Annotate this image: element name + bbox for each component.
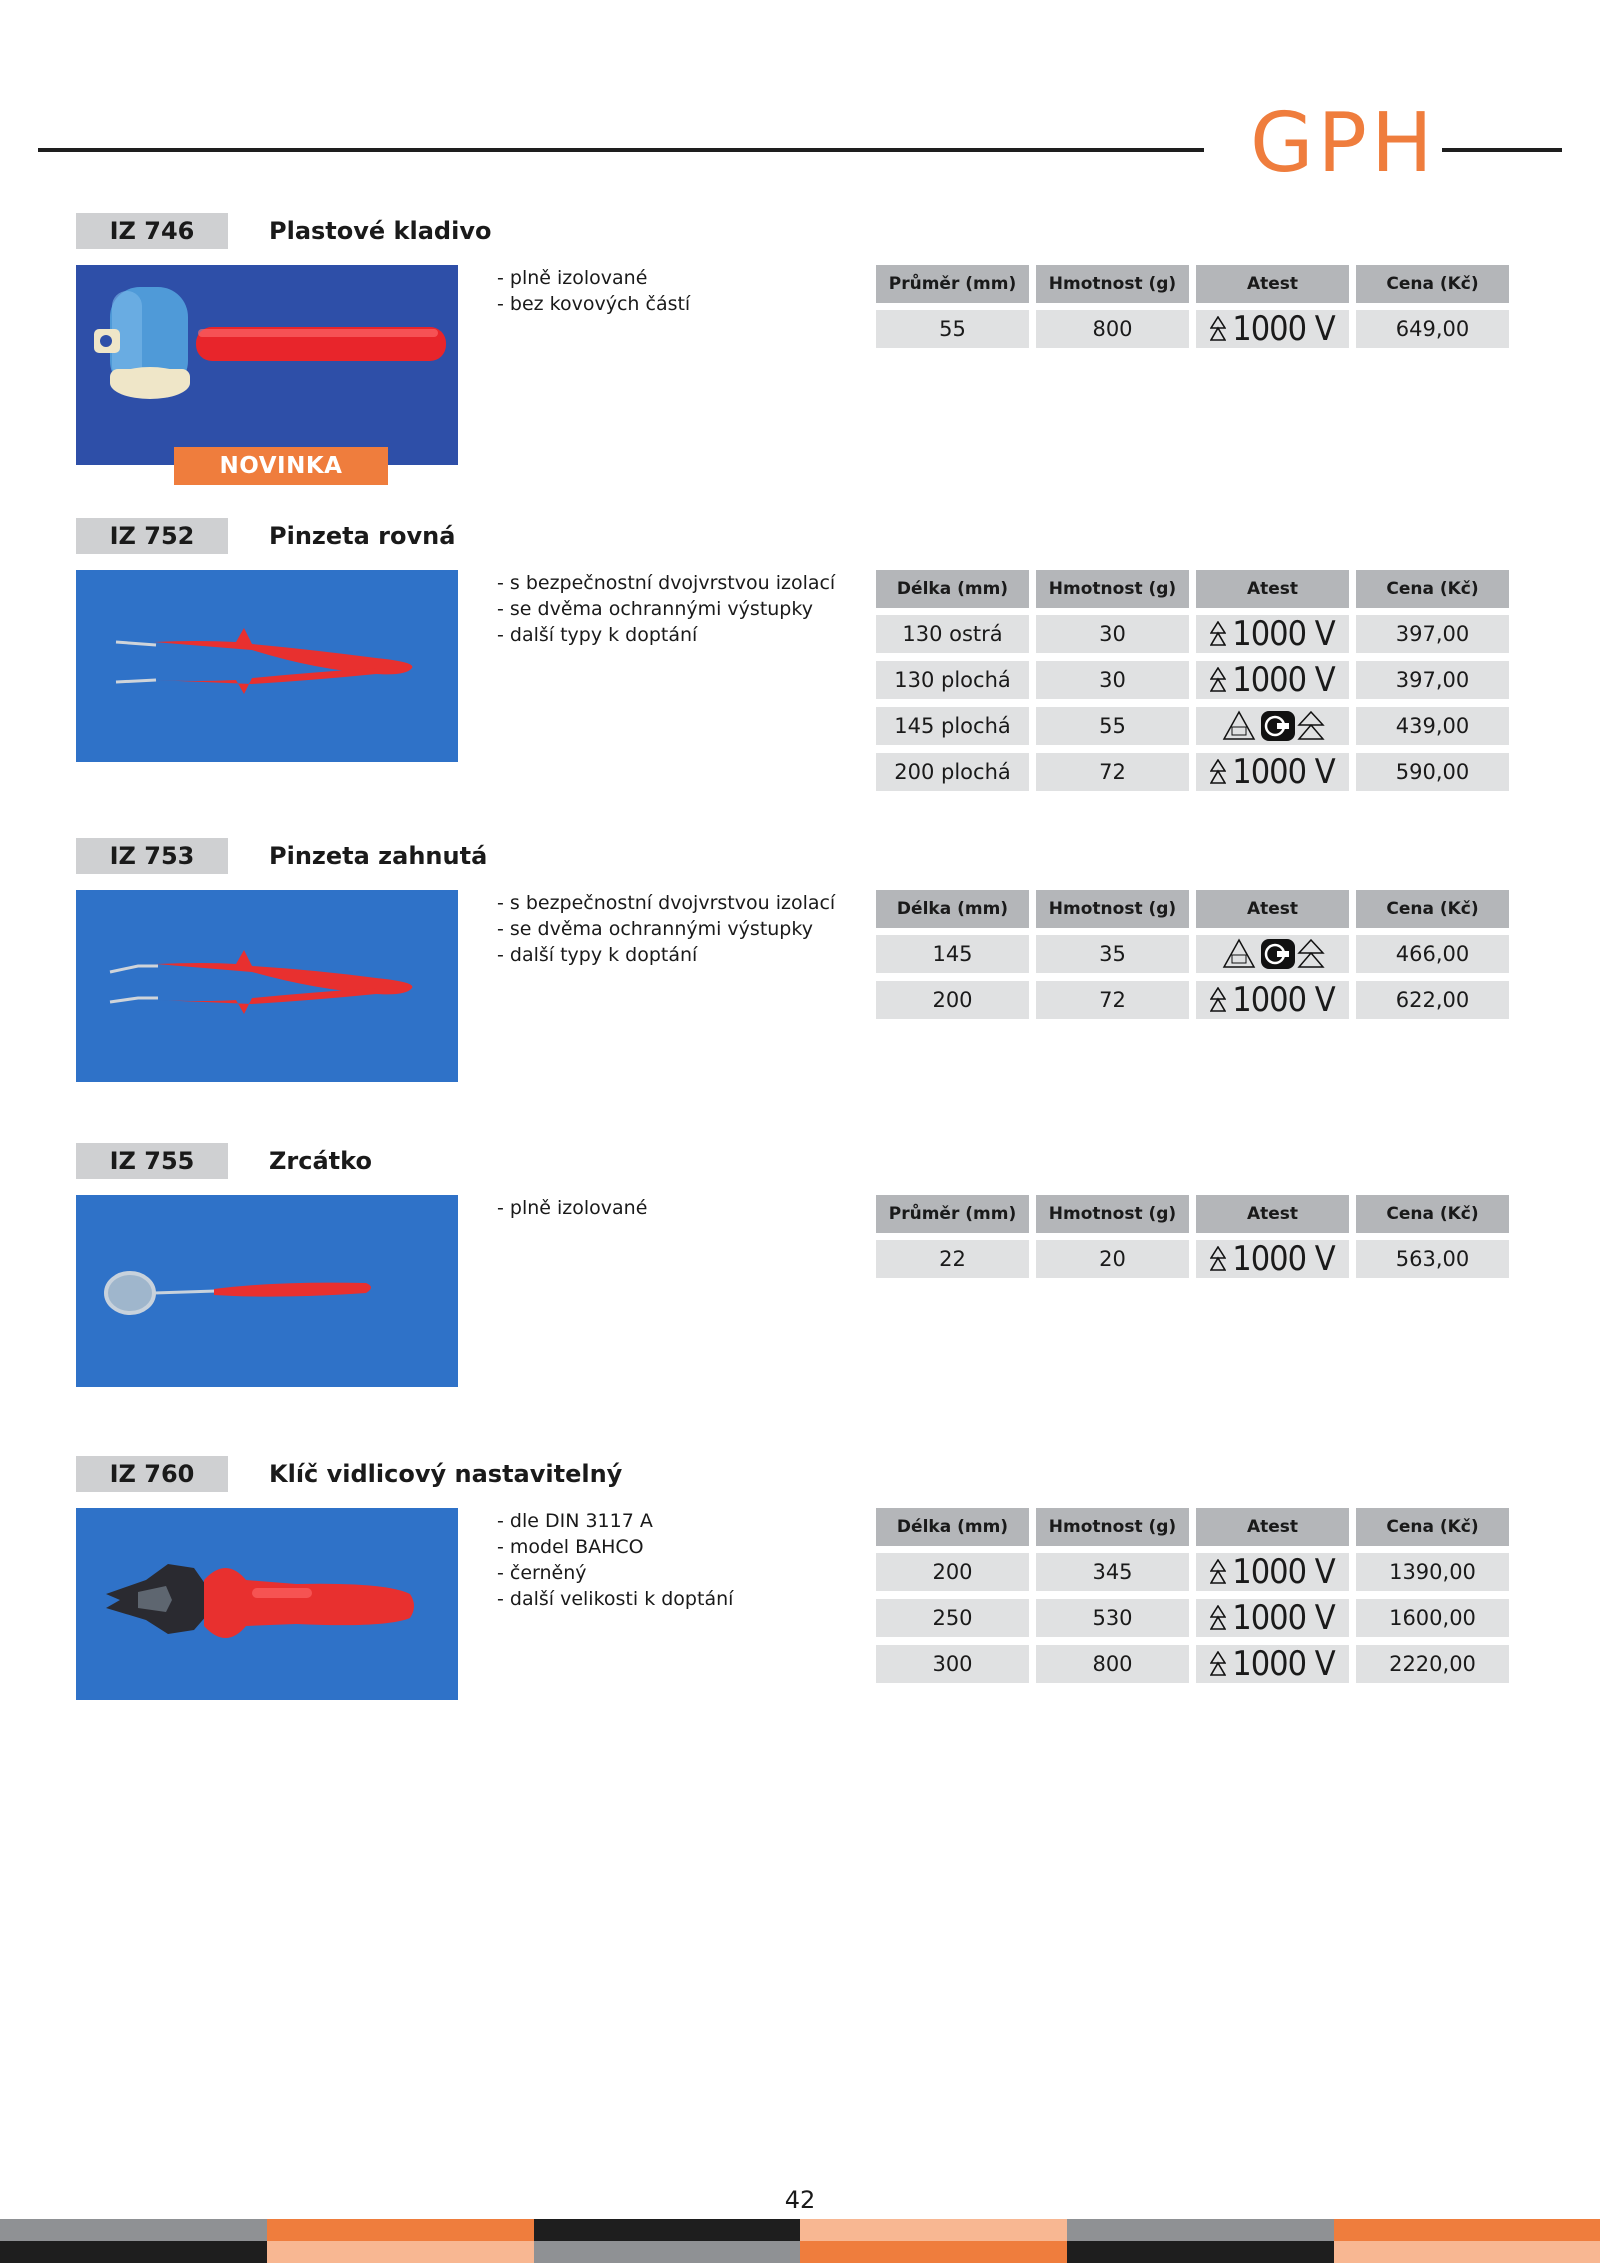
cell-price: 2220,00 xyxy=(1356,1645,1509,1683)
cell-atest xyxy=(1196,1645,1349,1683)
footer-stripe xyxy=(534,2219,800,2241)
header-atest: Atest xyxy=(1196,890,1349,928)
header-rule-right xyxy=(1442,148,1562,152)
header-atest: Atest xyxy=(1196,1508,1349,1546)
feature-list xyxy=(497,265,857,317)
header-price: Cena (Kč) xyxy=(1356,1508,1509,1546)
cell-atest-certifications xyxy=(1196,707,1349,745)
product-title: Klíč vidlicový nastavitelný xyxy=(269,1460,623,1488)
double-triangle-icon xyxy=(1210,667,1226,693)
product-title: Pinzeta rovná xyxy=(269,522,456,550)
spec-table xyxy=(876,1508,1510,1691)
header-price: Cena (Kč) xyxy=(1356,570,1509,608)
cell-size: 130 plochá xyxy=(876,661,1029,699)
atest-voltage: 1000 V xyxy=(1232,1599,1335,1637)
spec-table xyxy=(876,1195,1510,1286)
feature-item: - se dvěma ochrannými výstupky xyxy=(497,918,813,940)
header-price: Cena (Kč) xyxy=(1356,1195,1509,1233)
brand-logo: GPH xyxy=(1250,96,1437,191)
cell-weight: 800 xyxy=(1036,310,1189,348)
cell-price: 397,00 xyxy=(1356,615,1509,653)
footer-stripe xyxy=(1334,2219,1600,2241)
cell-weight: 530 xyxy=(1036,1599,1189,1637)
product-code: IZ 753 xyxy=(76,838,228,874)
header-atest: Atest xyxy=(1196,1195,1349,1233)
cell-atest xyxy=(1196,981,1349,1019)
atest-voltage: 1000 V xyxy=(1232,310,1335,348)
header-weight: Hmotnost (g) xyxy=(1036,890,1189,928)
cell-size: 200 xyxy=(876,981,1029,1019)
cell-size: 55 xyxy=(876,310,1029,348)
cell-price: 622,00 xyxy=(1356,981,1509,1019)
feature-item: - model BAHCO xyxy=(497,1536,644,1558)
feature-item: - černěný xyxy=(497,1562,587,1584)
header-size: Průměr (mm) xyxy=(876,265,1029,303)
header-size: Délka (mm) xyxy=(876,570,1029,608)
page-number: 42 xyxy=(784,2186,816,2214)
cell-weight: 30 xyxy=(1036,615,1189,653)
feature-item: - se dvěma ochrannými výstupky xyxy=(497,598,813,620)
feature-list xyxy=(497,890,857,968)
certification-marks-icon xyxy=(1221,709,1325,743)
product-title: Zrcátko xyxy=(269,1147,372,1175)
header-size: Délka (mm) xyxy=(876,890,1029,928)
feature-item: - bez kovových částí xyxy=(497,293,691,315)
atest-voltage: 1000 V xyxy=(1232,753,1335,791)
cell-weight: 20 xyxy=(1036,1240,1189,1278)
spec-header-row xyxy=(876,265,1510,303)
cell-weight: 35 xyxy=(1036,935,1189,973)
bent-tweezers-image-icon xyxy=(76,890,458,1082)
footer-stripe xyxy=(0,2241,267,2263)
feature-list xyxy=(497,1508,857,1612)
atest-voltage: 1000 V xyxy=(1232,981,1335,1019)
product-photo-bent-tweezers xyxy=(76,890,458,1082)
cell-price: 649,00 xyxy=(1356,310,1509,348)
footer-stripe xyxy=(1334,2241,1600,2263)
footer-stripe xyxy=(800,2219,1067,2241)
cell-weight: 345 xyxy=(1036,1553,1189,1591)
spec-table xyxy=(876,265,1510,356)
double-triangle-icon xyxy=(1210,316,1226,342)
double-triangle-icon xyxy=(1210,621,1226,647)
header-rule-left xyxy=(38,148,1204,152)
atest-voltage: 1000 V xyxy=(1232,661,1335,699)
header-atest: Atest xyxy=(1196,265,1349,303)
spec-table xyxy=(876,570,1510,799)
feature-list xyxy=(497,1195,857,1221)
spec-row xyxy=(876,310,1510,348)
feature-item: - další velikosti k doptání xyxy=(497,1588,734,1610)
header-weight: Hmotnost (g) xyxy=(1036,265,1189,303)
atest-voltage: 1000 V xyxy=(1232,1553,1335,1591)
cell-size: 250 xyxy=(876,1599,1029,1637)
feature-item: - plně izolované xyxy=(497,1197,648,1219)
spec-row xyxy=(876,615,1510,653)
cell-atest xyxy=(1196,753,1349,791)
product-code: IZ 760 xyxy=(76,1456,228,1492)
cell-price: 439,00 xyxy=(1356,707,1509,745)
spec-header-row xyxy=(876,570,1510,608)
spec-header-row xyxy=(876,890,1510,928)
spec-row xyxy=(876,1553,1510,1591)
spec-row xyxy=(876,981,1510,1019)
cell-price: 590,00 xyxy=(1356,753,1509,791)
cell-price: 466,00 xyxy=(1356,935,1509,973)
header-price: Cena (Kč) xyxy=(1356,890,1509,928)
cell-size: 145 xyxy=(876,935,1029,973)
header-size: Průměr (mm) xyxy=(876,1195,1029,1233)
footer-stripe xyxy=(267,2219,534,2241)
product-code: IZ 752 xyxy=(76,518,228,554)
product-code: IZ 746 xyxy=(76,213,228,249)
atest-voltage: 1000 V xyxy=(1232,1240,1335,1278)
cell-atest xyxy=(1196,1553,1349,1591)
feature-list xyxy=(497,570,857,648)
certification-marks-icon xyxy=(1221,937,1325,971)
double-triangle-icon xyxy=(1210,987,1226,1013)
header-size: Délka (mm) xyxy=(876,1508,1029,1546)
feature-item: - další typy k doptání xyxy=(497,624,698,646)
cell-size: 145 plochá xyxy=(876,707,1029,745)
product-title: Plastové kladivo xyxy=(269,217,492,245)
atest-voltage: 1000 V xyxy=(1232,615,1335,653)
cell-size: 130 ostrá xyxy=(876,615,1029,653)
spec-row xyxy=(876,1645,1510,1683)
product-code: IZ 755 xyxy=(76,1143,228,1179)
cell-atest xyxy=(1196,310,1349,348)
cell-weight: 30 xyxy=(1036,661,1189,699)
double-triangle-icon xyxy=(1210,759,1226,785)
footer-stripe xyxy=(1067,2241,1334,2263)
atest-voltage: 1000 V xyxy=(1232,1645,1335,1683)
header-weight: Hmotnost (g) xyxy=(1036,1508,1189,1546)
cell-price: 1600,00 xyxy=(1356,1599,1509,1637)
feature-item: - s bezpečnostní dvojvrstvou izolací xyxy=(497,572,836,594)
footer-stripe xyxy=(0,2219,267,2241)
double-triangle-icon xyxy=(1210,1559,1226,1585)
product-photo-mirror xyxy=(76,1195,458,1387)
spec-row xyxy=(876,661,1510,699)
footer-stripe xyxy=(1067,2219,1334,2241)
feature-item: - dle DIN 3117 A xyxy=(497,1510,653,1532)
cell-size: 22 xyxy=(876,1240,1029,1278)
header-atest: Atest xyxy=(1196,570,1349,608)
double-triangle-icon xyxy=(1210,1651,1226,1677)
spec-header-row xyxy=(876,1195,1510,1233)
spec-row xyxy=(876,1599,1510,1637)
spec-row xyxy=(876,707,1510,745)
wrench-image-icon xyxy=(76,1508,458,1700)
spec-row xyxy=(876,753,1510,791)
feature-item: - s bezpečnostní dvojvrstvou izolací xyxy=(497,892,836,914)
cell-atest xyxy=(1196,1599,1349,1637)
cell-atest-certifications xyxy=(1196,935,1349,973)
cell-weight: 72 xyxy=(1036,981,1189,1019)
cell-price: 1390,00 xyxy=(1356,1553,1509,1591)
cell-atest xyxy=(1196,615,1349,653)
feature-item: - plně izolované xyxy=(497,267,648,289)
cell-weight: 800 xyxy=(1036,1645,1189,1683)
spec-table xyxy=(876,890,1510,1027)
header-price: Cena (Kč) xyxy=(1356,265,1509,303)
footer-stripe xyxy=(800,2241,1067,2263)
product-photo-wrench xyxy=(76,1508,458,1700)
double-triangle-icon xyxy=(1210,1605,1226,1631)
cell-weight: 72 xyxy=(1036,753,1189,791)
footer-stripe xyxy=(267,2241,534,2263)
cell-atest xyxy=(1196,1240,1349,1278)
product-title: Pinzeta zahnutá xyxy=(269,842,488,870)
product-photo-straight-tweezers xyxy=(76,570,458,762)
hammer-image-icon xyxy=(76,265,458,465)
mirror-image-icon xyxy=(76,1195,458,1387)
cell-size: 200 plochá xyxy=(876,753,1029,791)
new-badge: NOVINKA xyxy=(174,447,388,485)
footer-stripe xyxy=(534,2241,800,2263)
cell-size: 200 xyxy=(876,1553,1029,1591)
spec-header-row xyxy=(876,1508,1510,1546)
spec-row xyxy=(876,935,1510,973)
header-weight: Hmotnost (g) xyxy=(1036,570,1189,608)
cell-price: 397,00 xyxy=(1356,661,1509,699)
spec-row xyxy=(876,1240,1510,1278)
product-photo-hammer xyxy=(76,265,458,465)
cell-price: 563,00 xyxy=(1356,1240,1509,1278)
header-weight: Hmotnost (g) xyxy=(1036,1195,1189,1233)
cell-atest xyxy=(1196,661,1349,699)
double-triangle-icon xyxy=(1210,1246,1226,1272)
straight-tweezers-image-icon xyxy=(76,570,458,762)
feature-item: - další typy k doptání xyxy=(497,944,698,966)
cell-size: 300 xyxy=(876,1645,1029,1683)
cell-weight: 55 xyxy=(1036,707,1189,745)
